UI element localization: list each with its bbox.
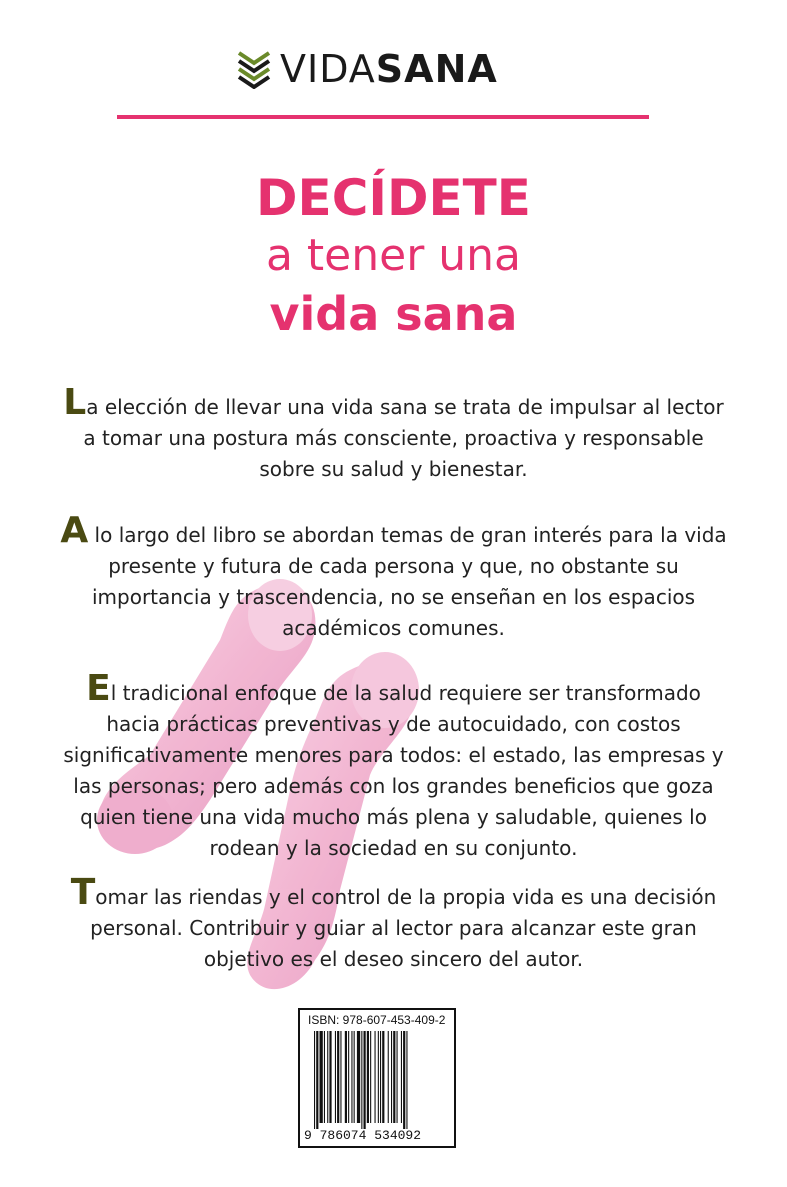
barcode-bar [367, 1031, 369, 1123]
brand-name [280, 47, 498, 91]
brand-name-light: VIDA [280, 47, 376, 91]
drop-cap-1: L [63, 382, 87, 423]
barcode-bar [345, 1031, 347, 1123]
barcode-bar [316, 1031, 318, 1129]
barcode-bar [378, 1031, 379, 1123]
barcode-bar [337, 1031, 339, 1123]
barcode-bar [391, 1031, 392, 1123]
barcode-bar [380, 1031, 381, 1123]
paragraph-3-text: l tradicional enfoque de la salud requiere ser transformado hacia prácticas preventivas y de autocuidado, con costos significativamente menores para todos: el estado, las empresas y las personas; pero además con los grandes beneficios que goza quien tiene una vida mucho más plena y saludable, quienes lo rodean y la sociedad en su conjunto. [63, 681, 724, 860]
barcode-bar [320, 1031, 323, 1123]
barcode-bar [324, 1031, 325, 1123]
barcode-bar [406, 1031, 407, 1129]
paragraph-1 [60, 382, 727, 485]
isbn-barcode [298, 1008, 456, 1148]
barcode-bar [357, 1031, 360, 1123]
isbn-label: ISBN: 978-607-453-409-2 [308, 1013, 446, 1027]
barcode-bar [401, 1031, 402, 1123]
drop-cap-2: A [60, 510, 89, 551]
brand-logo [236, 46, 498, 92]
barcode-bar [335, 1031, 336, 1123]
drop-cap-3: E [86, 668, 111, 709]
barcode-bar [393, 1031, 395, 1123]
barcode-bar [348, 1031, 349, 1123]
barcode-bar [340, 1031, 341, 1123]
divider-rule [117, 115, 649, 119]
paragraph-4-text: omar las riendas y el control de la propia vida es una decisión personal. Contribuir y guiar al lector para alcanzar este gran objetivo es el deseo sincero del autor. [90, 885, 717, 971]
paragraph-4 [60, 872, 727, 975]
barcode-bar [364, 1031, 366, 1129]
chevron-stack-icon [236, 49, 272, 89]
barcode-bar [361, 1031, 362, 1129]
title-line-1: DECÍDETE [256, 169, 531, 227]
paragraph-2 [60, 510, 727, 644]
barcode-bar [375, 1031, 376, 1123]
barcode-digits: 9 786074 534092 [304, 1128, 422, 1143]
title-line-2: a tener una [265, 230, 522, 281]
drop-cap-4: T [70, 872, 96, 913]
barcode-bar [329, 1031, 331, 1123]
barcode-bar [382, 1031, 384, 1123]
book-title [0, 168, 787, 344]
barcode-bar [370, 1031, 371, 1123]
barcode-bar [397, 1031, 398, 1123]
title-line-3: vida sana [269, 287, 518, 341]
paragraph-3 [60, 668, 727, 864]
barcode-bar [314, 1031, 315, 1129]
brand-name-bold: SANA [375, 47, 498, 91]
barcode-bar [403, 1031, 405, 1129]
barcode-bar [351, 1031, 352, 1123]
paragraph-1-text: a elección de llevar una vida sana se trata de impulsar al lector a tomar una postura más consciente, proactiva y responsable sobre su salud y bienestar. [83, 395, 724, 481]
barcode-bar [327, 1031, 328, 1123]
barcode-bar [354, 1031, 355, 1123]
paragraph-2-text: lo largo del libro se abordan temas de gran interés para la vida presente y futura de cada persona y que, no obstante su importancia y trascendencia, no se enseñan en los espacios académicos comunes. [88, 523, 727, 640]
barcode-bars [314, 1031, 442, 1129]
barcode-bar [388, 1031, 389, 1123]
